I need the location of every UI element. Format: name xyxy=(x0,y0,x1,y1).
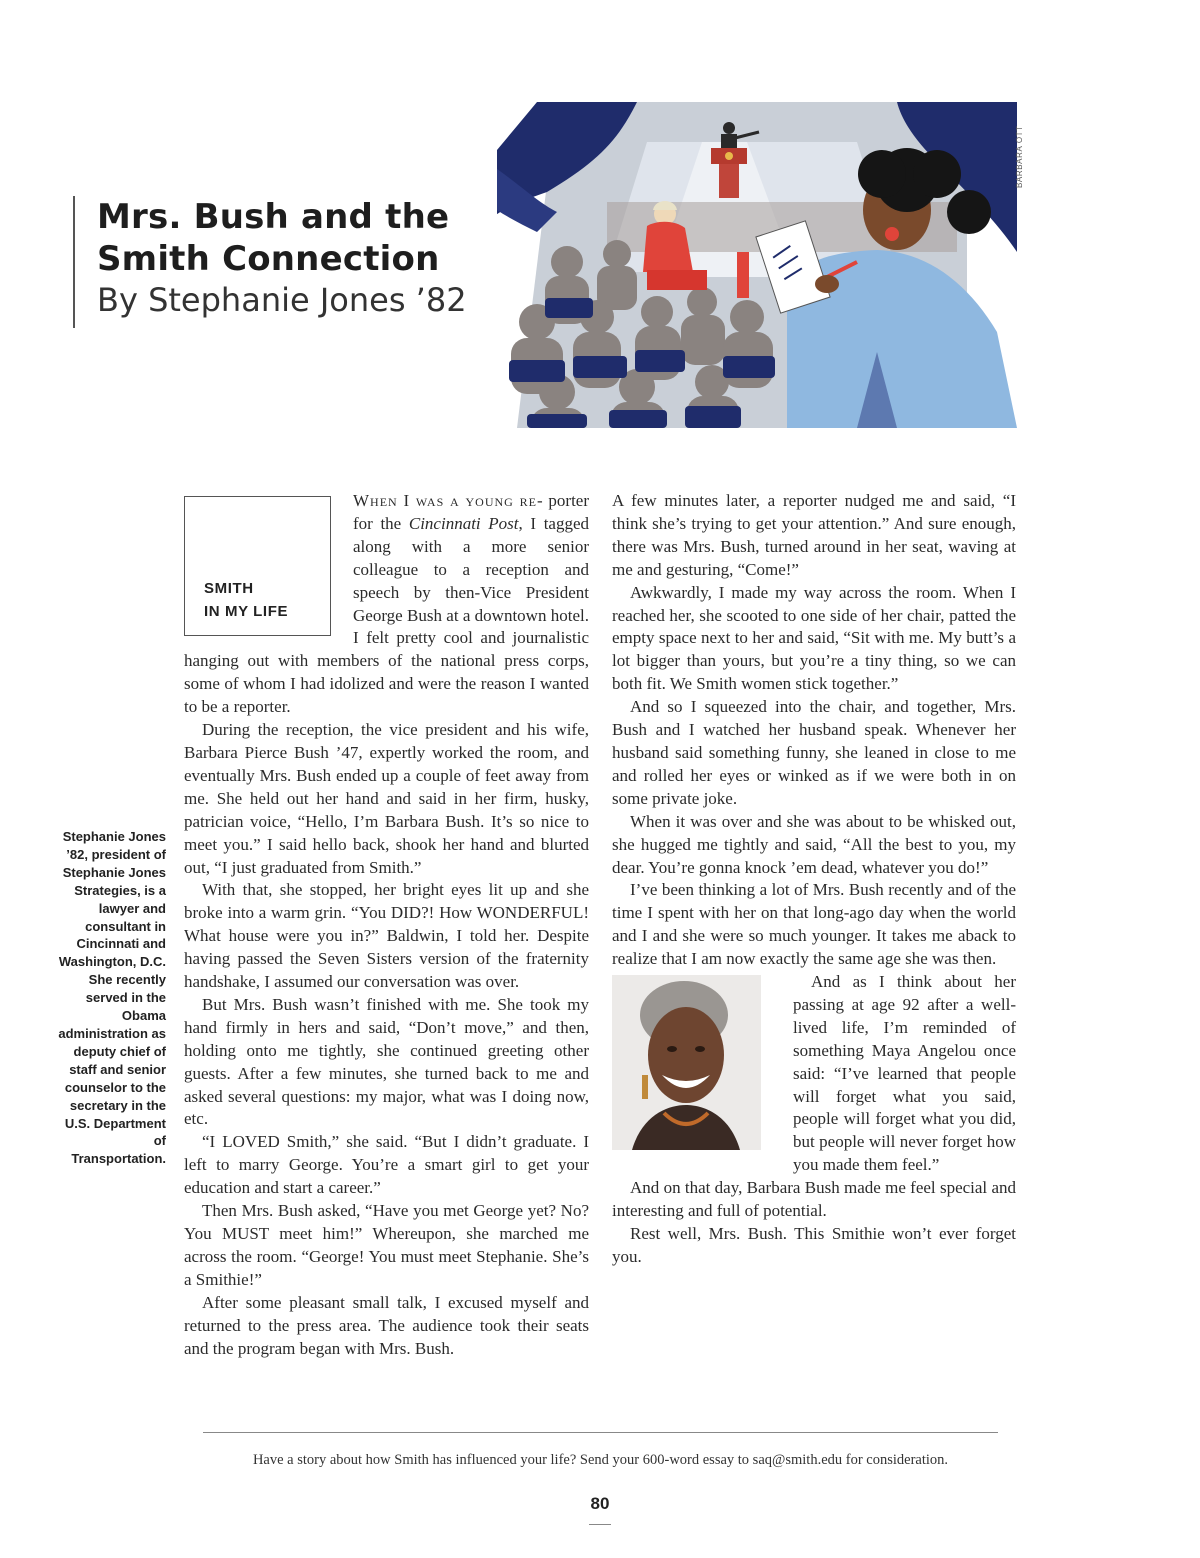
article-column-right xyxy=(612,490,1016,1269)
article-paragraph-2: During the reception, the vice president and his wife, Barbara Pierce Bush ’47, expertly worked the room, and eventually Mrs. Bush ended up a couple of feet away from me. She held out her hand and said in her firm, husky, patrician voice, “Hello, I’m Barbara Bush. It’s so nice to meet you.” I said hello back, shook her hand and blurted out, “I just graduated from Smith.” xyxy=(184,720,589,877)
publication-name: Cincinnati Post xyxy=(408,513,519,533)
article-paragraph-3: With that, she stopped, her bright eyes lit up and she broke into a warm grin. “You DID?! How WONDERFUL! What house were you in?” Baldwin, I told her. Despite having passed the Seven Sisters version of the fraternity handshake, I assumed our conversation was over. xyxy=(184,880,589,992)
article-byline: By Stephanie Jones ’82 xyxy=(97,281,467,319)
article-paragraph-11: When it was over and she was about to be whisked out, she hugged me tightly and said, “All the best to you, my dear. You’re gonna knock ’em dead, whatever you do!” xyxy=(612,811,1016,877)
section-kicker-line-2: IN MY LIFE xyxy=(204,603,289,620)
article-paragraph-10: And so I squeezed into the chair, and together, Mrs. Bush and I watched her husband speak. Whenever her husband said something funny, she leaned in close to me and rolled her eyes or winked as if we were both in on some private joke. xyxy=(612,697,1016,808)
section-kicker-box xyxy=(184,496,331,636)
article-p1-b: , I tagged along with a more senior colleague to a reception and speech by then-Vice President George Bush at a downtown hotel. I felt pretty cool and journalistic hanging out with members of the national press corps, some of whom I had idolized and were the reason I wanted to be a reporter. xyxy=(184,513,590,717)
article-title-line-2: Smith Connection xyxy=(97,239,440,279)
author-portrait xyxy=(612,975,761,1150)
article-title-line-1: Mrs. Bush and the xyxy=(97,197,450,237)
article-paragraph-6: Then Mrs. Bush asked, “Have you met George yet? No? You MUST meet him!” Whereupon, she marched me across the room. “George! You must meet Stephanie. She’s a Smithie!” xyxy=(184,1201,589,1289)
page-number: 80 xyxy=(590,1494,610,1513)
footer-divider xyxy=(203,1432,998,1433)
article-paragraph-13: And as I think about her passing at age 92 after a well-lived life, I’m reminded of something Maya Angelou once said: “I’ve learned that people will forget what you said, people will forget what you did, but people will never forget how you made them feel.” xyxy=(793,972,1016,1175)
submission-note: Have a story about how Smith has influenced your life? Send your 600-word essay to saq@smith.edu for consideration. xyxy=(252,1452,949,1468)
article-paragraph-14: And on that day, Barbara Bush made me feel special and interesting and full of potential. xyxy=(612,1178,1016,1221)
section-kicker-line-1: SMITH xyxy=(204,580,254,597)
article-paragraph-4: But Mrs. Bush wasn’t finished with me. She took my hand firmly in hers and said, “Don’t move,” and then, holding onto me tightly, she continued greeting other guests. After a few minutes, she turned back to me and asked several questions: my major, what was I doing now, etc. xyxy=(184,994,589,1129)
article-paragraph-9: Awkwardly, I made my way across the room. When I reached her, she scooted to one side of her chair, patted the empty space next to her and said, “Sit with me. My butt’s a lot bigger than yours, but you’re a tiny thing, so we can both fit. We Smith women stick together.” xyxy=(612,582,1016,694)
article-paragraph-12-start xyxy=(612,879,1016,971)
section-kicker xyxy=(204,577,288,623)
press-conference-illustration xyxy=(497,102,1017,428)
article-paragraph-7: After some pleasant small talk, I excused myself and returned to the press area. The audience took their seats and the program began with Mrs. Bush. xyxy=(184,1292,589,1358)
article-header xyxy=(73,196,513,328)
article-paragraph-12: I’ve been thinking a lot of Mrs. Bush recently and of the time I spent with her on that long-ago day when the world and I and she were so much younger. It takes me aback to realize that I am now exactly the same age she was then. xyxy=(612,880,1016,969)
article-paragraph-8: A few minutes later, a reporter nudged me and said, “I think she’s trying to get your attention.” And sure enough, there was Mrs. Bush, turned around in her seat, waving at me and gesturing, “Come!” xyxy=(612,491,1016,579)
article-p1-a: porter for the xyxy=(353,491,590,533)
author-bio: Stephanie Jones ’82, president of Stephanie Jones Strategies, is a lawyer and consultant in Cincinnati and Washington, D.C. She recently served in the Obama administration as deputy chief of staff and senior counselor to the secretary in the U.S. Department of Transportation. xyxy=(58,829,166,1167)
article-lead-in: When I was a young re- xyxy=(353,491,544,510)
article-paragraph-5: “I LOVED Smith,” she said. “But I didn’t graduate. I left to marry George. You’re a smart girl to get your education and start a career.” xyxy=(184,1132,589,1198)
article-column-left xyxy=(184,490,589,1360)
article-paragraph-15: Rest well, Mrs. Bush. This Smithie won’t ever forget you. xyxy=(612,1224,1016,1266)
page-number-underline xyxy=(589,1524,611,1525)
illustration-credit: BARBARA OTT xyxy=(1015,125,1024,188)
